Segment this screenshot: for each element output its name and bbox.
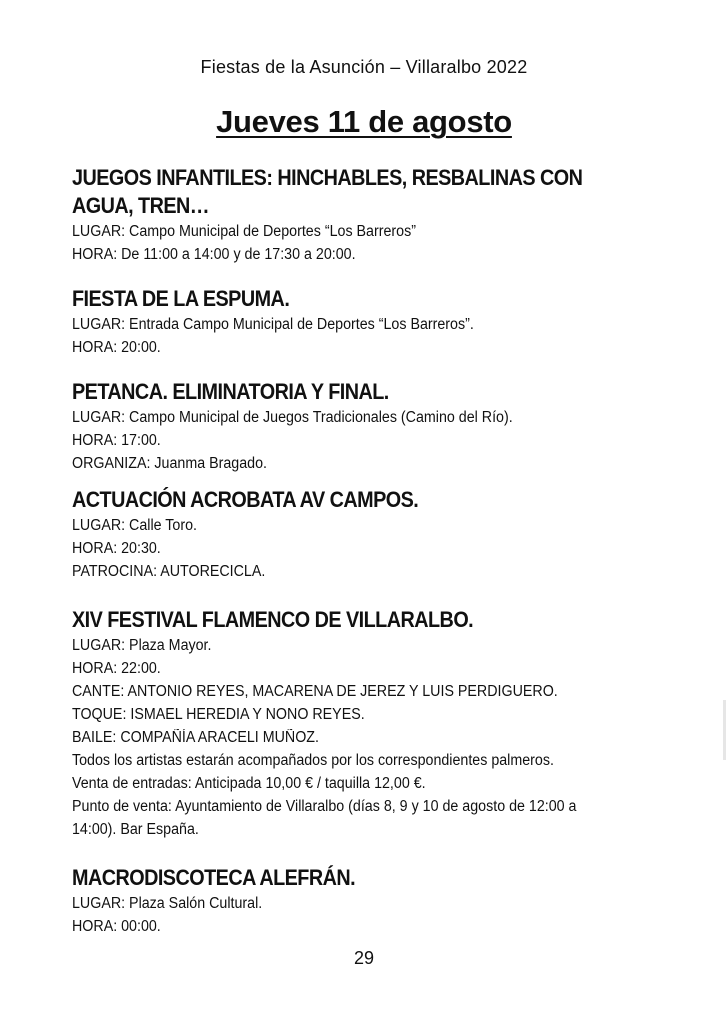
event-festival-flamenco — [72, 606, 662, 841]
event-time: HORA: 17:00. — [72, 432, 161, 449]
event-sponsor: PATROCINA: AUTORECICLA. — [72, 563, 266, 580]
event-organizer: ORGANIZA: Juanma Bragado. — [72, 455, 267, 472]
event-time: HORA: 20:30. — [72, 540, 161, 557]
day-title: Jueves 11 de agosto — [216, 104, 512, 139]
event-sale-point: Punto de venta: Ayuntamiento de Villaralbo (días 8, 9 y 10 de agosto de 12:00 a — [72, 798, 577, 815]
event-sale-point-cont: 14:00). Bar España. — [72, 821, 199, 838]
event-location: LUGAR: Plaza Salón Cultural. — [72, 895, 263, 912]
page-number: 29 — [353, 948, 375, 968]
page-header: Fiestas de la Asunción – Villaralbo 2022 — [200, 57, 528, 77]
event-time: HORA: 22:00. — [72, 660, 161, 677]
event-baile: BAILE: COMPAÑÍA ARACELI MUÑOZ. — [72, 729, 319, 746]
event-cante: CANTE: ANTONIO REYES, MACARENA DE JEREZ Y LUIS PERDIGUERO. — [72, 683, 558, 700]
event-title: JUEGOS INFANTILES: HINCHABLES, RESBALINAS CON — [72, 165, 583, 190]
event-note: Todos los artistas estarán acompañados por los correspondientes palmeros. — [72, 752, 554, 769]
event-location: LUGAR: Campo Municipal de Juegos Tradicionales (Camino del Río). — [72, 409, 513, 426]
event-petanca — [72, 378, 662, 475]
event-time: HORA: 00:00. — [72, 918, 161, 935]
event-location: LUGAR: Calle Toro. — [72, 517, 197, 534]
event-title: MACRODISCOTECA ALEFRÁN. — [72, 865, 356, 890]
event-macrodiscoteca — [72, 864, 662, 938]
events-list — [72, 164, 662, 938]
event-title: ACTUACIÓN ACROBATA AV CAMPOS. — [72, 487, 419, 512]
event-title: XIV FESTIVAL FLAMENCO DE VILLARALBO. — [72, 607, 474, 632]
event-location: LUGAR: Entrada Campo Municipal de Deportes “Los Barreros”. — [72, 316, 474, 333]
event-time: HORA: De 11:00 a 14:00 y de 17:30 a 20:00. — [72, 246, 356, 263]
event-juegos-infantiles — [72, 164, 662, 266]
event-location: LUGAR: Campo Municipal de Deportes “Los Barreros” — [72, 223, 416, 240]
event-title: FIESTA DE LA ESPUMA. — [72, 286, 290, 311]
event-title: PETANCA. ELIMINATORIA Y FINAL. — [72, 379, 389, 404]
event-tickets: Venta de entradas: Anticipada 10,00 € / taquilla 12,00 €. — [72, 775, 426, 792]
event-actuacion-acrobata — [72, 486, 662, 583]
event-title: AGUA, TREN… — [72, 193, 210, 218]
event-fiesta-espuma — [72, 285, 662, 359]
event-time: HORA: 20:00. — [72, 339, 161, 356]
scroll-shadow — [723, 700, 726, 760]
event-location: LUGAR: Plaza Mayor. — [72, 637, 212, 654]
event-toque: TOQUE: ISMAEL HEREDIA Y NONO REYES. — [72, 706, 365, 723]
